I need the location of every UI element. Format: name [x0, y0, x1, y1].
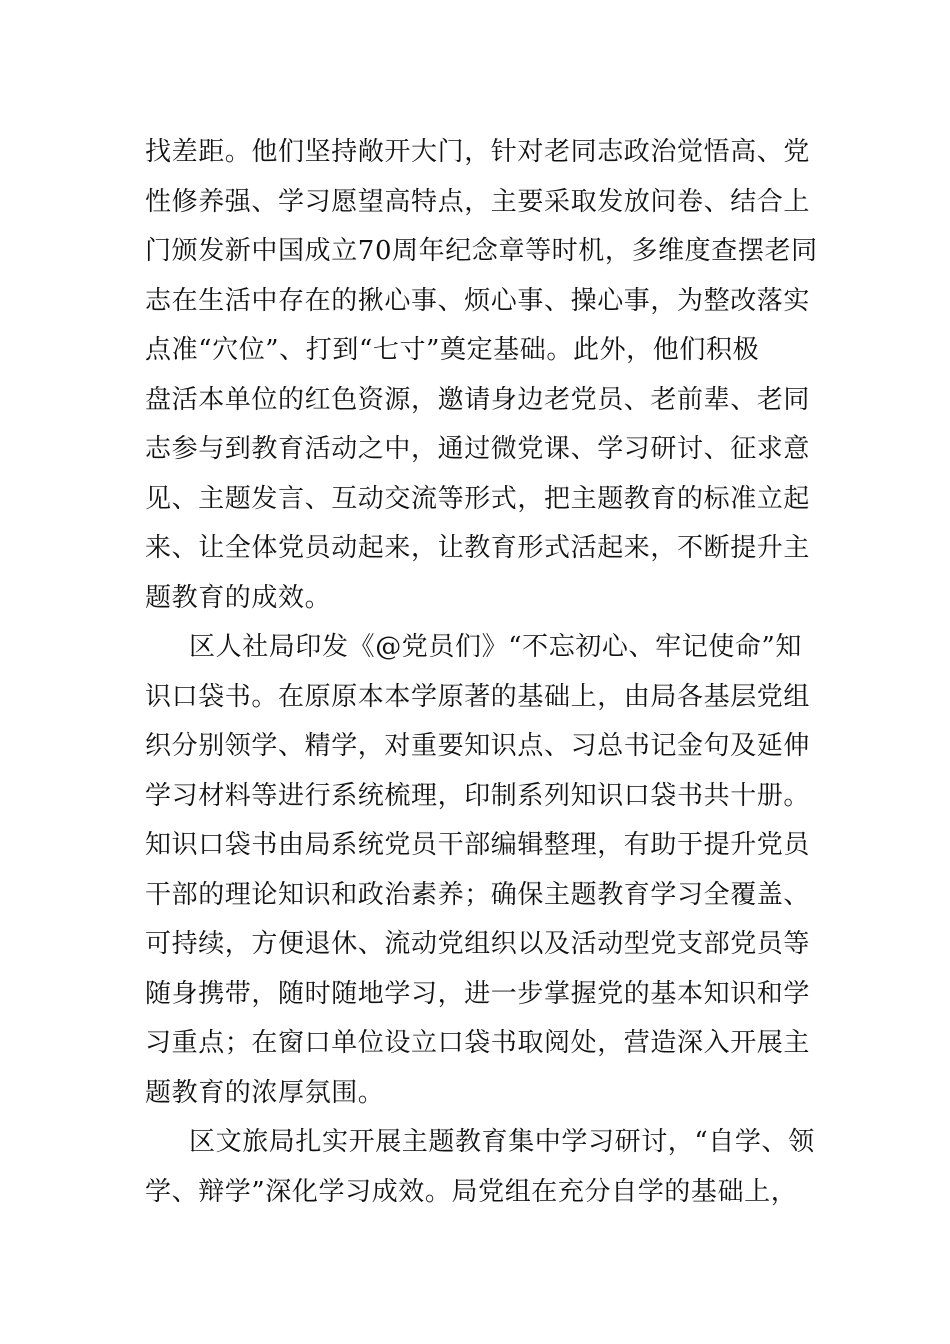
text-line: 学、辩学”深化学习成效。局党组在充分自学的基础上， — [145, 1176, 798, 1207]
text-line: 门颁发新中国成立70周年纪念章等时机，多维度查摆老同 — [145, 236, 818, 266]
text-line: 织分别领学、精学，对重要知识点、习总书记金句及延伸 — [145, 731, 811, 761]
paragraph-first-line: 区人社局印发《@党员们》“不忘初心、牢记使命”知 — [189, 632, 802, 662]
text-line: 见、主题发言、互动交流等形式，把主题教育的标准立起 — [145, 483, 811, 514]
text-line: 来、让全体党员动起来，让教育形式活起来，不断提升主 — [145, 533, 811, 563]
text-line: 题教育的浓厚氛围。 — [145, 1077, 385, 1108]
text-line: 习重点；在窗口单位设立口袋书取阅处，营造深入开展主 — [145, 1028, 811, 1058]
text-line: 随身携带，随时随地学习，进一步掌握党的基本知识和学 — [145, 978, 811, 1009]
text-line: 干部的理论知识和政治素养；确保主题教育学习全覆盖、 — [145, 879, 811, 910]
text-line: 可持续，方便退休、流动党组织以及活动型党支部党员等 — [145, 929, 811, 959]
text-line: 志在生活中存在的揪心事、烦心事、操心事，为整改落实 — [145, 285, 811, 316]
text-line: 志参与到教育活动之中，通过微党课、学习研讨、征求意 — [145, 434, 811, 464]
text-line: 盘活本单位的红色资源，邀请身边老党员、老前辈、老同 — [145, 384, 811, 415]
text-line: 性修养强、学习愿望高特点，主要采取发放问卷、结合上 — [145, 186, 811, 217]
text-line: 知识口袋书由局系统党员干部编辑整理，有助于提升党员 — [145, 830, 811, 860]
paragraph-first-line: 区文旅局扎实开展主题教育集中学习研讨，“自学、领 — [189, 1127, 815, 1157]
text-line: 题教育的成效。 — [145, 582, 332, 613]
text-line: 学习材料等进行系统梳理，印制系列知识口袋书共十册。 — [145, 780, 811, 811]
body-text — [145, 128, 818, 1217]
text-line: 找差距。他们坚持敞开大门，针对老同志政治觉悟高、党 — [145, 137, 811, 167]
text-line: 识口袋书。在原原本本学原著的基础上，由局各基层党组 — [145, 681, 811, 712]
text-line: 点准“穴位”、打到“七寸”奠定基础。此外，他们积极 — [145, 335, 760, 365]
